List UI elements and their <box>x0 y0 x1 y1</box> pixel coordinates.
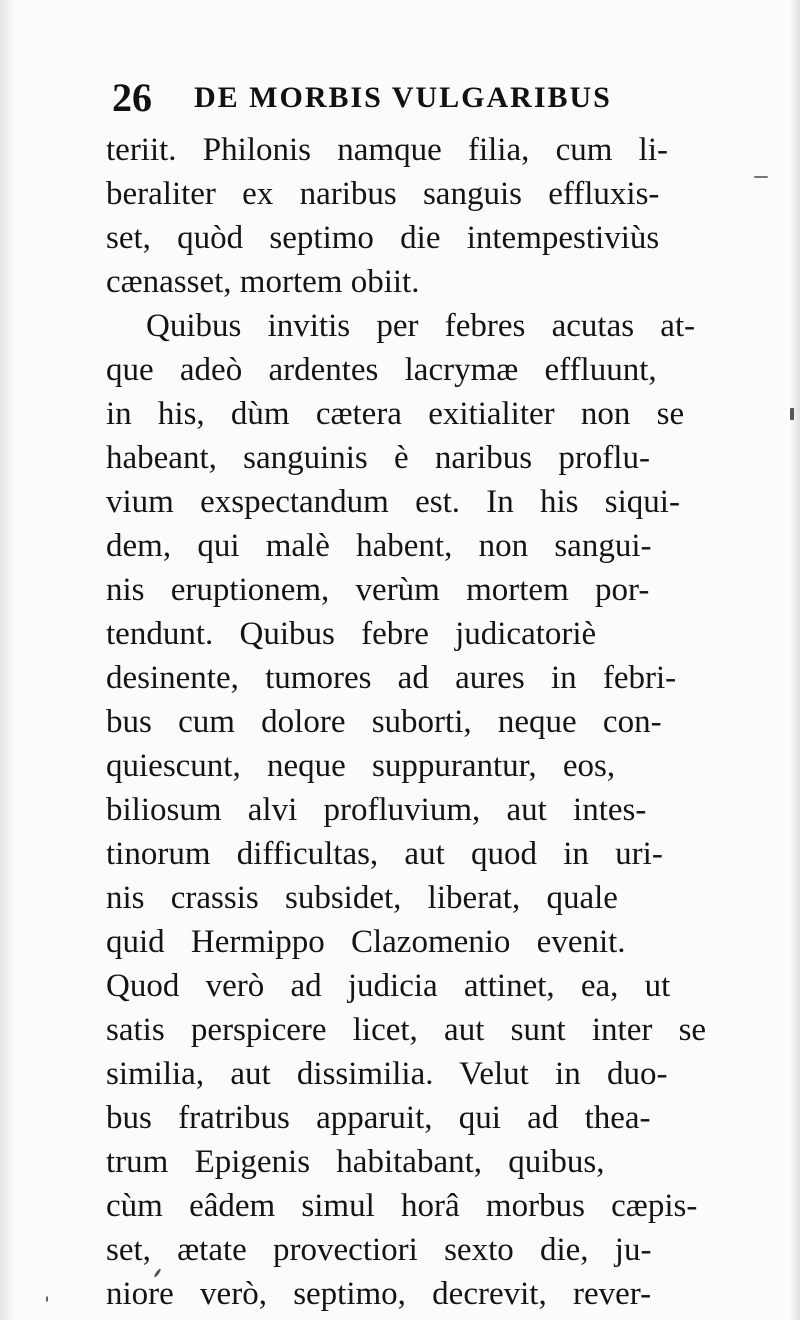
text-line: que adeò ardentes lacrymæ effluunt, <box>106 352 657 388</box>
text-line: Quod verò ad judicia attinet, ea, ut <box>106 968 671 1004</box>
text-line: satis perspicere licet, aut sunt inter se <box>106 1012 707 1048</box>
page-edge-shadow-left <box>0 0 14 1320</box>
page-edge-shadow-right <box>790 0 800 1320</box>
text-line: cænasset, mortem obiit. <box>106 264 420 300</box>
text-line: trum Epigenis habitabant, quibus, <box>106 1144 605 1180</box>
text-line: set, quòd septimo die intempestiviùs <box>106 220 660 256</box>
text-line: quid Hermippo Clazomenio evenit. <box>106 924 626 960</box>
text-line: niore verò, septimo, decrevit, rever- <box>106 1276 652 1312</box>
text-line: teriit. Philonis namque filia, cum li- <box>106 132 669 168</box>
page-number: 26 <box>112 75 152 120</box>
text-line: vium exspectandum est. In his siqui- <box>106 484 680 520</box>
text-line: cùm eâdem simul horâ morbus cæpis- <box>106 1188 698 1224</box>
text-line: nis crassis subsidet, liberat, quale <box>106 880 618 916</box>
text-line: beraliter ex naribus sanguis effluxis- <box>106 176 660 212</box>
text-line: desinente, tumores ad aures in febri- <box>106 660 677 696</box>
text-line: tinorum difficultas, aut quod in uri- <box>106 836 663 872</box>
ink-speck <box>46 1296 48 1302</box>
text-line: in his, dùm cætera exitialiter non se <box>106 396 685 432</box>
text-line: Quibus invitis per febres acutas at- <box>146 308 696 344</box>
running-head: DE MORBIS VULGARIBUS <box>194 81 612 114</box>
text-line: similia, aut dissimilia. Velut in duo- <box>106 1056 668 1092</box>
text-line: dem, qui malè habent, non sangui- <box>106 528 652 564</box>
ink-speck <box>790 408 794 420</box>
text-line: habeant, sanguinis è naribus proflu- <box>106 440 650 476</box>
text-line: tendunt. Quibus febre judicatoriè <box>106 616 597 652</box>
text-line: set, ætate provectiori sexto die, ju- <box>106 1232 652 1268</box>
text-line: nis eruptionem, verùm mortem por- <box>106 572 650 608</box>
page-header <box>112 74 712 122</box>
text-line: bus cum dolore suborti, neque con- <box>106 704 662 740</box>
text-line: bus fratribus apparuit, qui ad thea- <box>106 1100 651 1136</box>
ink-speck <box>754 176 768 178</box>
text-line: quiescunt, neque suppurantur, eos, <box>106 748 616 784</box>
text-line: biliosum alvi profluvium, aut intes- <box>106 792 647 828</box>
